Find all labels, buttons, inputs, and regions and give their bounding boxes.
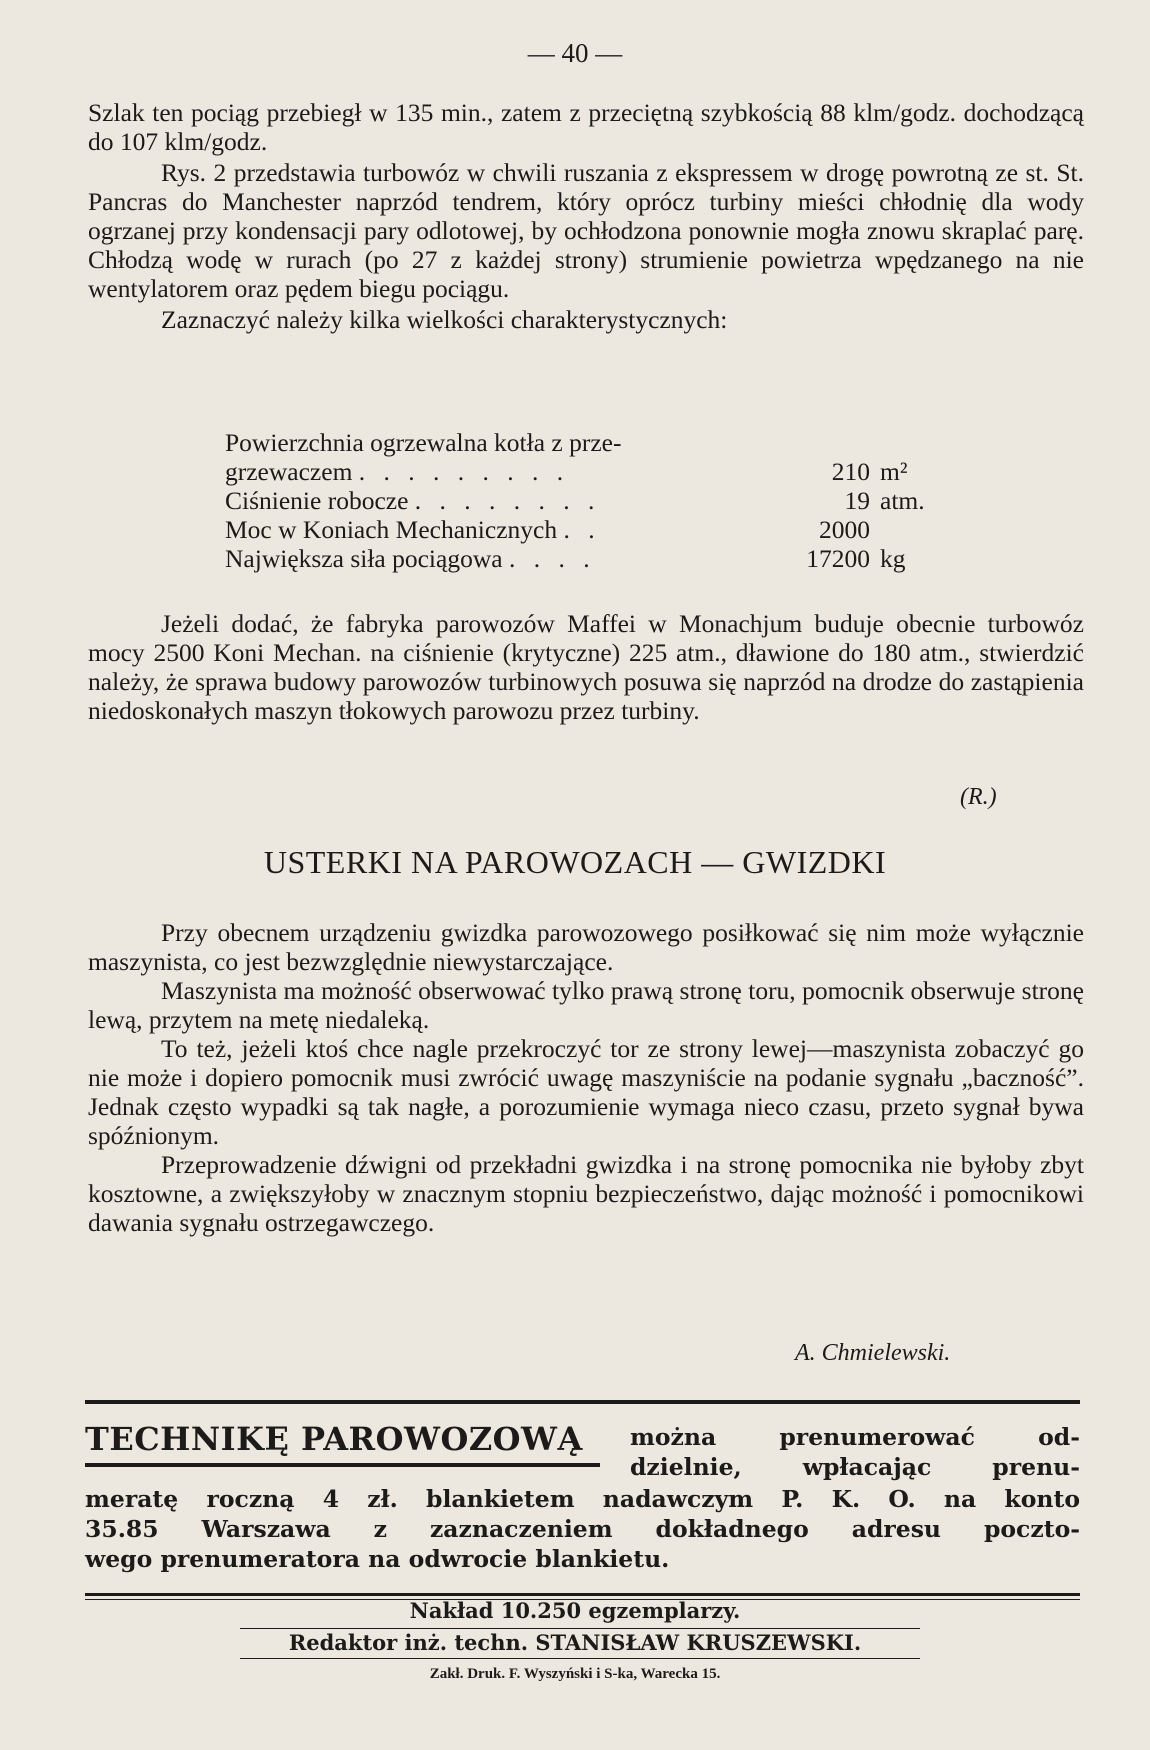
leader-dots: . . . . . . . . . <box>358 457 570 486</box>
conclusion-section <box>88 609 1084 725</box>
spec-label-line <box>225 428 945 457</box>
printer-imprint: Zakł. Druk. F. Wyszyński i S-ka, Warecka 15. <box>429 1666 721 1682</box>
footer-rule <box>240 1658 920 1659</box>
spec-label: Największa siła pociągowa <box>225 544 503 573</box>
advert-text: wego prenumeratora na odwrocie blankietu. <box>85 1545 670 1573</box>
paragraph: Zaznaczyć należy kilka wielkości charakterystycznych: <box>161 305 728 334</box>
advert-text: dzielnie, wpłacając prenu- <box>630 1453 1080 1481</box>
section-heading: USTERKI NA PAROWOZACH — GWIZDKI <box>263 844 887 880</box>
signature: (R.) <box>960 784 997 810</box>
paragraph: Jeżeli dodać, że fabryka parowozów Maffei w Monachjum buduje obecnie turbowóz mocy 2500 Koni Mechan. na ciśnienie (krytyczne) 225 atm., dławione do 180 atm., stwierdzić należy, że sprawa budowy parowozów turbinowych posuwa się naprzód na drodze do zastąpienia niedoskonałych maszyn tłokowych parowozu przez turbiny. <box>88 609 1084 725</box>
leader-dots: . . <box>563 515 601 544</box>
advert-title: TECHNIKĘ PAROWOZOWĄ <box>85 1420 583 1458</box>
spec-value: 17200 <box>806 544 870 573</box>
editor-note: Redaktor inż. techn. STANISŁAW KRUSZEWSKI. <box>288 1630 862 1655</box>
spec-unit <box>870 515 880 544</box>
spec-unit: m² <box>880 457 908 486</box>
title-underline <box>85 1463 600 1467</box>
spec-row <box>225 515 945 544</box>
paragraph: Maszynista ma możność obserwować tylko prawą stronę toru, pomocnik obserwuje stronę lewą, przytem na metę niedaleką. <box>88 976 1084 1034</box>
intro-section <box>88 98 1084 334</box>
footer-rule <box>240 1628 920 1629</box>
specifications-table <box>225 428 945 573</box>
paragraph: To też, jeżeli ktoś chce nagle przekroczyć tor ze strony lewej—maszynista zobaczyć go nie może i dopiero pomocnik musi zwrócić uwagę maszyniście na podanie sygnału „baczność”. Jednak często wypadki są tak nagłe, a porozumienie wymaga nieco czasu, przeto sygnał bywa spóźnionym. <box>88 1034 1084 1150</box>
spec-unit: kg <box>880 544 906 573</box>
paragraph: Szlak ten pociąg przebiegł w 135 min., zatem z przeciętną szybkością 88 klm/godz. dochodzącą do 107 klm/godz. <box>88 98 1084 156</box>
divider-rule <box>85 1400 1080 1404</box>
spec-row <box>225 457 945 486</box>
advert-text: 35.85 Warszawa z zaznaczeniem dokładnego adresu poczto- <box>85 1515 1080 1543</box>
spec-value: 19 <box>844 486 870 515</box>
paragraph: Przy obecnem urządzeniu gwizdka parowozowego posiłkować się nim może wyłącznie maszynista, co jest bezwzględnie niewystarczające. <box>88 918 1084 976</box>
author-signature: A. Chmielewski. <box>795 1340 951 1366</box>
advert-text: można prenumerować od- <box>630 1423 1080 1451</box>
spec-label: Ciśnienie robocze <box>225 486 409 515</box>
circulation-note: Nakład 10.250 egzemplarzy. <box>409 1598 741 1623</box>
spec-label: Powierzchnia ogrzewalna kotła z prze- <box>225 428 622 457</box>
leader-dots: . . . . <box>508 544 596 573</box>
spec-unit: atm. <box>880 486 925 515</box>
spec-value: 210 <box>831 457 870 486</box>
spec-row <box>225 486 945 515</box>
spec-row <box>225 544 945 573</box>
article-section <box>88 918 1084 1237</box>
spec-label: Moc w Koniach Mechanicznych <box>225 515 558 544</box>
leader-dots: . . . . . . . . <box>414 486 601 515</box>
divider-rule <box>85 1593 1080 1596</box>
spec-value: 2000 <box>819 515 870 544</box>
spec-label: grzewaczem <box>225 457 353 486</box>
paragraph: Przeprowadzenie dźwigni od przekładni gwizdka i na stronę pomocnika nie byłoby zbyt kosztowne, a zwiększyłoby w znacznym stopniu bezpieczeństwo, dając możność i pomocnikowi dawania sygnału ostrzegawczego. <box>88 1150 1084 1237</box>
page-number: — 40 — <box>527 38 623 68</box>
paragraph: Rys. 2 przedstawia turbowóz w chwili ruszania z ekspressem w drogę powrotną ze st. St. Pancras do Manchester naprzód tendrem, który oprócz turbiny mieści chłodnię dla wody ogrzanej przy kondensacji pary odlotowej, by ochłodzona ponownie mogła znowu skraplać parę. Chłodzą wodę w rurach (po 27 z każdej strony) strumienie powietrza wpędzanego na nie wentylatorem oraz pędem biegu pociągu. <box>88 158 1084 303</box>
advert-text: meratę roczną 4 zł. blankietem nadawczym P. K. O. na konto <box>85 1485 1080 1513</box>
